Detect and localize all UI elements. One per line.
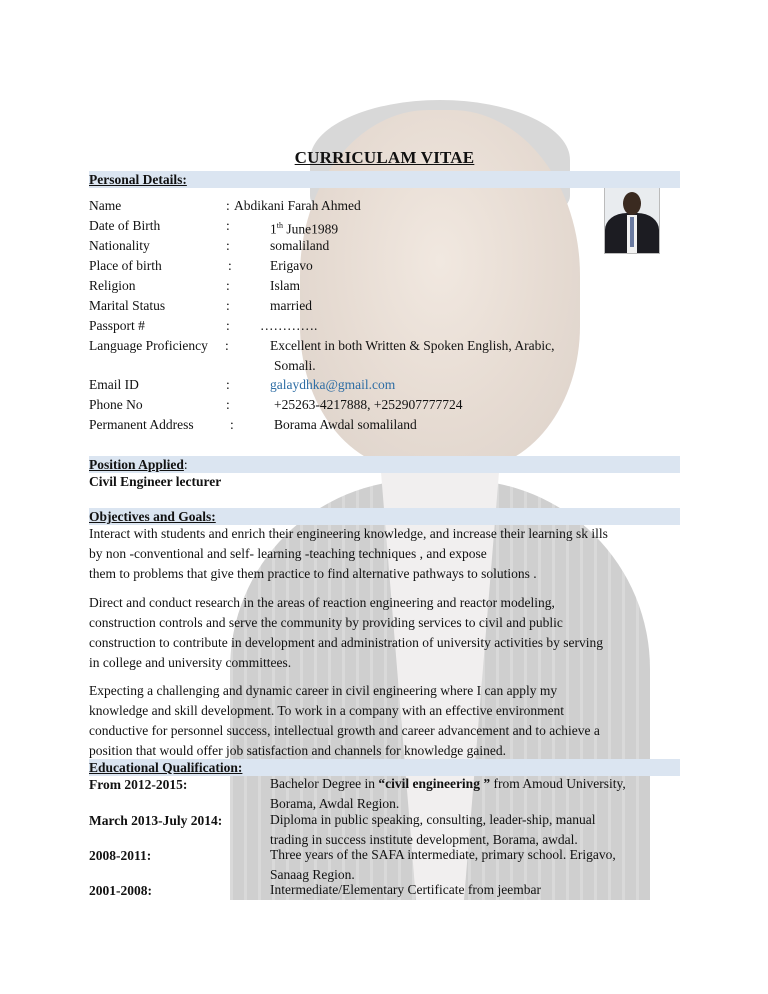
education-description: Three years of the SAFA intermediate, primary school. Erigavo, Sanaag Region. [270, 847, 616, 882]
field-language-proficiency-cont: Somali. [274, 358, 316, 373]
section-heading-objectives: Objectives and Goals: [89, 509, 216, 524]
field-permanent-address: Permanent Address : Borama Awdal somaliland [89, 417, 417, 432]
field-language-proficiency: Language Proficiency : Excellent in both Written & Spoken English, Arabic, [89, 338, 555, 353]
education-description: Diploma in public speaking, consulting, leader-ship, manual trading in success institute development, Borama, awdal. [270, 812, 596, 847]
education-description: Bachelor Degree in “civil engineering ” from Amoud University, Borama, Awdal Region. [270, 776, 626, 811]
field-nationality: Nationality : somaliland [89, 238, 330, 253]
objectives-paragraph-2: Direct and conduct research in the areas of reaction engineering and reactor modeling, construction controls and serve the community by providing services to civil and public construction to contribute in development and administration of university activities by serving in college and university committees. [89, 595, 604, 670]
field-date-of-birth: Date of Birth : 1th June1989 [89, 218, 339, 237]
field-name: Name : Abdikani Farah Ahmed [89, 198, 361, 213]
objectives-paragraph-1: Interact with students and enrich their engineering knowledge, and increase their learning sk ills by non -conventional and self- learning -teaching techniques , and expose them to problems that give them practice to find alternative pathways to solutions . [89, 526, 608, 581]
objectives-paragraph-3: Expecting a challenging and dynamic career in civil engineering where I can apply my knowledge and skill development. To work in a company with an effective environment conductive for personnel success, intellectual growth and career advancement and to achieve a position that would offer job satisfaction and channels for knowledge gained. [89, 683, 600, 758]
document-title: CURRICULAM VITAE [294, 148, 475, 167]
field-phone: Phone No : +25263-4217888, +252907777724 [89, 397, 463, 412]
education-period: 2008-2011: [89, 848, 152, 863]
section-heading-personal: Personal Details: [89, 172, 187, 187]
education-description: Intermediate/Elementary Certificate from jeembar [270, 882, 541, 897]
education-period: March 2013-July 2014: [89, 813, 223, 828]
education-period: 2001-2008: [89, 883, 152, 898]
field-place-of-birth: Place of birth : Erigavo [89, 258, 313, 273]
section-heading-education: Educational Qualification: [89, 760, 243, 775]
field-passport: Passport # : …………. [89, 318, 318, 333]
education-period: From 2012-2015: [89, 777, 188, 792]
field-email: Email ID : galaydhka@gmail.com [89, 375, 680, 395]
email-link[interactable]: galaydhka@gmail.com [270, 377, 396, 392]
section-heading-position: Position Applied: [89, 457, 188, 472]
field-religion: Religion : Islam [89, 278, 300, 293]
field-marital-status: Marital Status : married [89, 298, 312, 313]
position-value: Civil Engineer lecturer [89, 474, 222, 489]
